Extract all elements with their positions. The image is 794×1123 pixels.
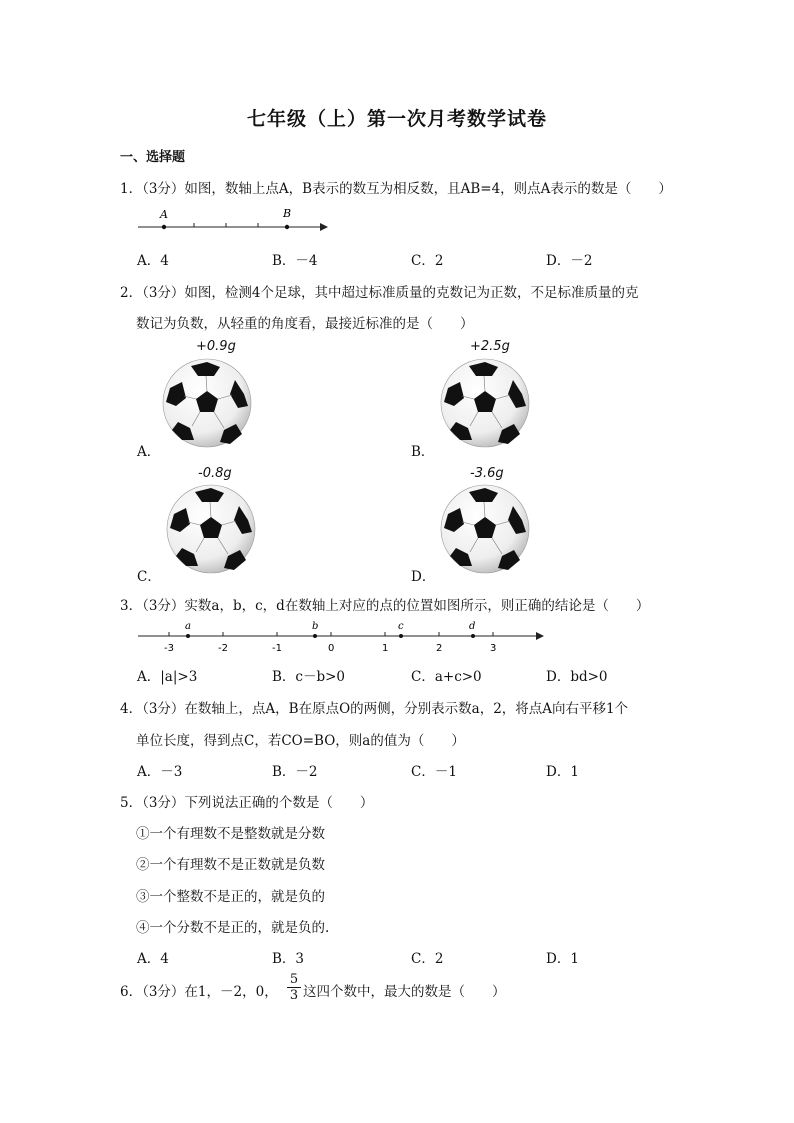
- question-6-suffix: 这四个数中，最大的数是（ ）: [303, 984, 506, 1000]
- q5-option-c[interactable]: C．2: [411, 951, 444, 967]
- q3-option-a[interactable]: A．|a|>3: [137, 669, 198, 685]
- q2-option-a[interactable]: A．: [137, 444, 161, 460]
- tick-label: 0: [328, 643, 335, 654]
- q5-option-a[interactable]: A．4: [137, 951, 169, 967]
- section-heading: 一、选择题: [120, 150, 186, 165]
- q5-option-d[interactable]: D．1: [546, 951, 579, 967]
- fraction-5-over-3: [287, 973, 301, 1002]
- ball-b-mass-label: +2.5g: [470, 339, 510, 354]
- q4-option-b[interactable]: B．－2: [272, 764, 318, 780]
- q4-option-d[interactable]: D．1: [546, 764, 579, 780]
- ball-d-mass-label: -3.6g: [470, 466, 504, 481]
- q5-option-b[interactable]: B．3: [272, 951, 305, 967]
- page-title: 七年级（上）第一次月考数学试卷: [246, 108, 547, 130]
- q2-option-d[interactable]: D．: [411, 569, 436, 585]
- fraction-numerator: 5: [289, 972, 299, 987]
- q5-statement-1: ①一个有理数不是整数就是分数: [136, 826, 325, 842]
- q1-option-d[interactable]: D．－2: [546, 253, 593, 269]
- tick-label: 3: [490, 643, 497, 654]
- question-4-line-2: 单位长度，得到点C，若CO=BO，则a的值为（ ）: [136, 733, 465, 749]
- q2-option-c[interactable]: C．: [137, 569, 161, 585]
- q4-option-a[interactable]: A．－3: [137, 764, 183, 780]
- soccer-ball-d-image: [440, 484, 532, 576]
- q5-statement-2: ②一个有理数不是正数就是负数: [136, 857, 325, 873]
- soccer-ball-c-image: [166, 484, 258, 576]
- point-label-d: d: [469, 621, 476, 632]
- ball-c-mass-label: -0.8g: [198, 466, 232, 481]
- question-1-text: 1．（3分）如图，数轴上点A，B表示的数互为相反数，且AB=4，则点A表示的数是（ ）: [120, 181, 672, 197]
- soccer-ball-a-image: [162, 358, 254, 450]
- q1-option-a[interactable]: A．4: [137, 253, 169, 269]
- point-a-label: A: [160, 208, 168, 221]
- question-3-text: 3．（3分）实数a，b，c，d在数轴上对应的点的位置如图所示，则正确的结论是（ ）: [120, 598, 650, 614]
- point-label-a: a: [185, 621, 191, 632]
- q5-statement-4: ④一个分数不是正的，就是负的.: [136, 920, 330, 936]
- ball-a-mass-label: +0.9g: [196, 339, 236, 354]
- q1-option-c[interactable]: C．2: [411, 253, 444, 269]
- question-3-number-line: [136, 618, 551, 658]
- fraction-denominator: 3: [289, 988, 299, 1003]
- q3-option-b[interactable]: B．c－b>0: [272, 669, 346, 685]
- question-5-text: 5．（3分）下列说法正确的个数是（ ）: [120, 795, 374, 811]
- question-6-prefix: 6．（3分）在1，－2，0，: [120, 984, 278, 1000]
- question-4-line-1: 4．（3分）在数轴上，点A，B在原点O的两侧，分别表示数a，2，将点A向右平移1个: [120, 701, 629, 717]
- tick-label: 1: [382, 643, 389, 654]
- point-label-c: c: [398, 621, 404, 632]
- q4-option-c[interactable]: C．－1: [411, 764, 457, 780]
- tick-label: 2: [436, 643, 443, 654]
- question-1-number-line: [136, 204, 336, 236]
- soccer-ball-b-image: [440, 358, 532, 450]
- tick-label: -1: [272, 643, 282, 654]
- question-2-line-2: 数记为负数，从轻重的角度看，最接近标准的是（ ）: [136, 316, 474, 332]
- point-b-label: B: [283, 207, 292, 220]
- q1-option-b[interactable]: B．－4: [272, 253, 318, 269]
- q3-option-c[interactable]: C．a+c>0: [411, 669, 482, 685]
- q5-statement-3: ③一个整数不是正的，就是负的: [136, 889, 325, 905]
- point-label-b: b: [312, 621, 319, 632]
- tick-label: -3: [164, 643, 174, 654]
- tick-label: -2: [218, 643, 228, 654]
- q3-option-d[interactable]: D．bd>0: [546, 669, 608, 685]
- question-2-line-1: 2．（3分）如图，检测4个足球，其中超过标准质量的克数记为正数，不足标准质量的克: [120, 285, 639, 301]
- q2-option-b[interactable]: B．: [411, 444, 435, 460]
